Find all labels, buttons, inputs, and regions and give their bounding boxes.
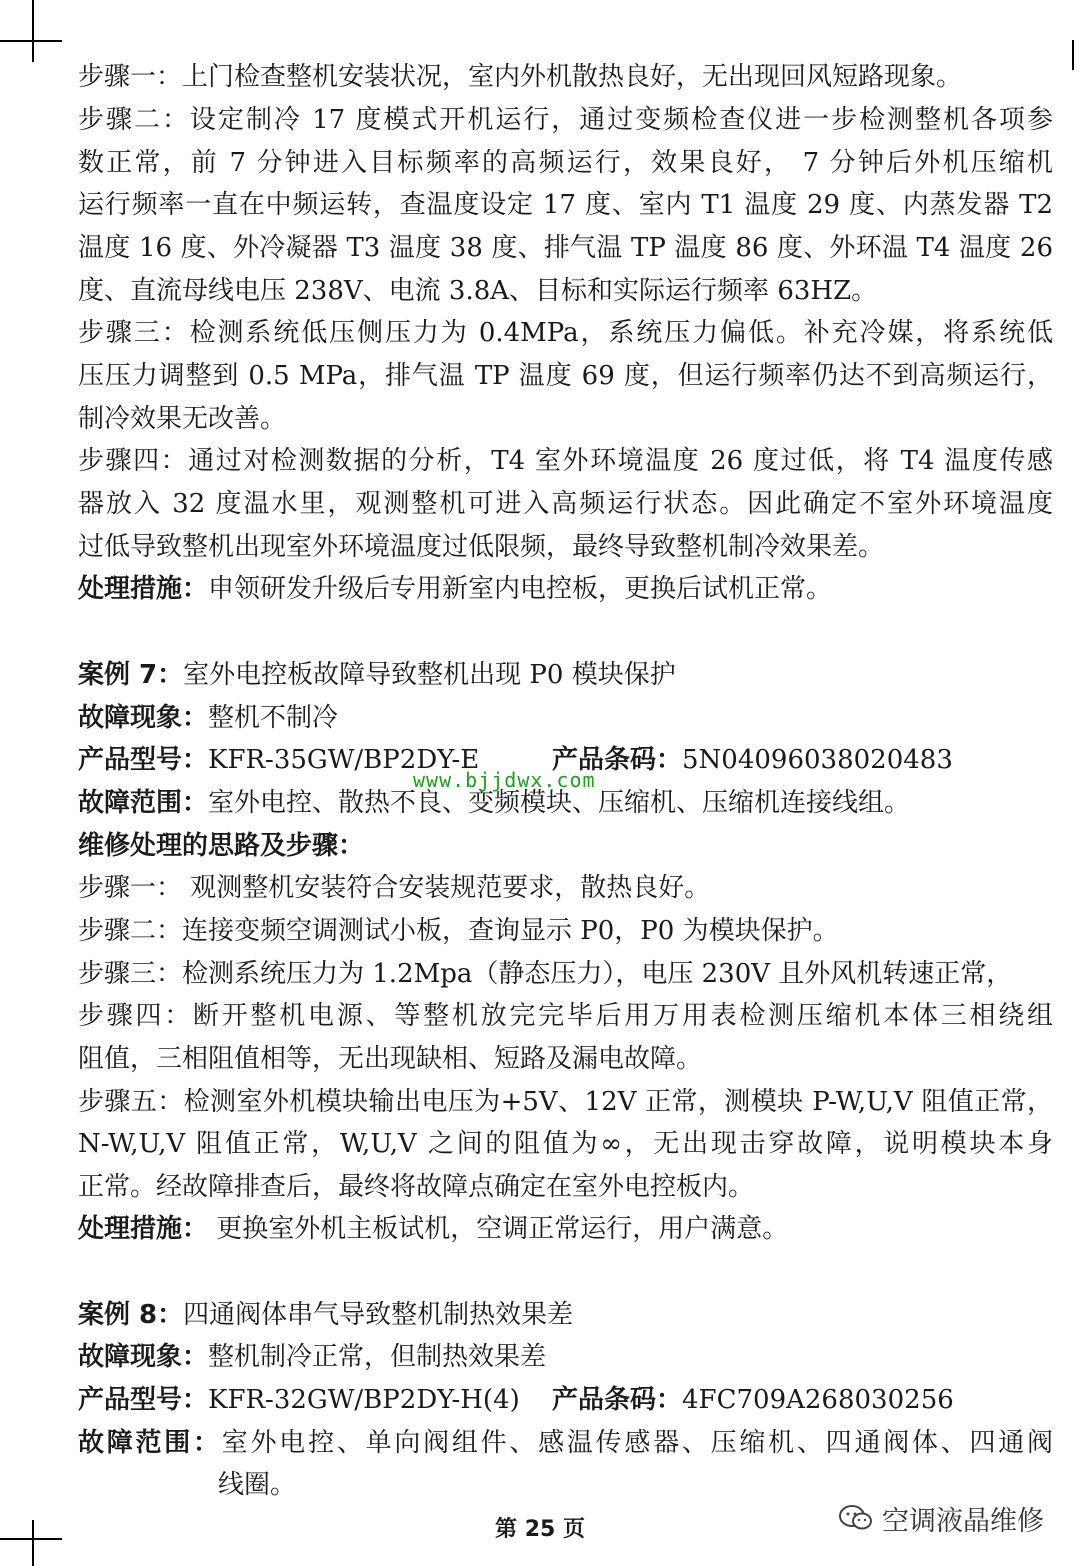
line-text: 温度 16 度、外冷凝器 T3 温度 38 度、排气温 TP 温度 86 度、外环温 T4 温度 26 xyxy=(78,233,1053,263)
line-text: KFR-32GW/BP2DY-H(4) xyxy=(208,1385,520,1415)
text-line xyxy=(78,572,1053,606)
text-line xyxy=(78,316,1053,350)
field-label: 处理措施： xyxy=(78,574,209,604)
crop-mark-top-left-h xyxy=(0,40,62,42)
chat-bubble-icon xyxy=(838,1503,874,1533)
line-text: 步骤三：检测系统压力为 1.2Mpa（静态压力），电压 230V 且外风机转速正常， xyxy=(78,959,1013,989)
text-line xyxy=(78,1212,1053,1246)
field-label: 故障现象： xyxy=(78,703,209,733)
text-line xyxy=(218,1468,1053,1502)
text-line xyxy=(78,274,1053,308)
line-text: 步骤四：通过对检测数据的分析，T4 室外环境温度 26 度过低，将 T4 温度传感 xyxy=(78,446,1053,476)
line-text: 压压力调整到 0.5 MPa，排气温 TP 温度 69 度，但运行频率仍达不到高频运行， xyxy=(78,361,1053,391)
text-line xyxy=(78,444,1053,478)
field-label: 案例 8： xyxy=(78,1300,184,1330)
text-line xyxy=(78,1170,1053,1204)
line-text: KFR-35GW/BP2DY-E xyxy=(208,745,480,775)
line-text: 步骤二：设定制冷 17 度模式开机运行，通过变频检查仪进一步检测整机各项参 xyxy=(78,105,1053,135)
field-label: 故障范围： xyxy=(78,1428,222,1458)
line-text: 步骤五：检测室外机模块输出电压为+5V、12V 正常，测模块 P-W,U,V 阻值正常， xyxy=(78,1087,1053,1117)
text-line xyxy=(78,701,1053,735)
line-text: 申领研发升级后专用新室内电控板，更换后试机正常。 xyxy=(208,574,833,604)
text-line xyxy=(78,1085,1053,1119)
line-text: 过低导致整机出现室外环境温度过低限频，最终导致整机制冷效果差。 xyxy=(78,532,885,562)
barcode-label: 产品条码： xyxy=(552,745,683,775)
text-line xyxy=(78,402,1053,436)
text-line xyxy=(78,914,1053,948)
barcode-value: 5N04096038020483 xyxy=(682,745,953,775)
line-text: 数正常，前 7 分钟进入目标频率的高频运行，效果良好， 7 分钟后外机压缩机 xyxy=(78,148,1053,178)
text-line xyxy=(78,487,1053,521)
crop-mark-top-right-v xyxy=(1072,40,1074,70)
field-label: 故障现象： xyxy=(78,1342,209,1372)
line-text: 室外电控板故障导致整机出现 P0 模块保护 xyxy=(183,660,676,690)
text-line xyxy=(78,1127,1053,1161)
text-line xyxy=(78,829,1053,863)
line-text: 线圈。 xyxy=(218,1470,297,1500)
line-text: 步骤二：连接变频空调测试小板，查询显示 P0，P0 为模块保护。 xyxy=(78,916,839,946)
line-text: 整机制冷正常，但制热效果差 xyxy=(208,1342,547,1372)
field-label: 产品型号： xyxy=(78,745,209,775)
text-line xyxy=(78,1042,1053,1076)
line-text: 步骤四：断开整机电源、等整机放完完毕后用万用表检测压缩机本体三相绕组 xyxy=(78,1001,1053,1031)
line-text: 正常。经故障排查后，最终将故障点确定在室外电控板内。 xyxy=(78,1172,755,1202)
barcode-label: 产品条码： xyxy=(552,1385,683,1415)
line-text: 四通阀体串气导致整机制热效果差 xyxy=(183,1300,574,1330)
text-line xyxy=(78,103,1053,137)
text-line xyxy=(78,1426,1053,1460)
line-text: 更换室外机主板试机，空调正常运行，用户满意。 xyxy=(208,1214,789,1244)
barcode-value: 4FC709A268030256 xyxy=(682,1385,954,1415)
line-text: 步骤一：上门检查整机安装状况，室内外机散热良好，无出现回风短路现象。 xyxy=(78,62,963,92)
line-text: 室外电控、单向阀组件、感温传感器、压缩机、四通阀体、四通阀 xyxy=(221,1428,1053,1458)
text-line xyxy=(78,146,1053,180)
line-text: 步骤一： 观测整机安装符合安装规范要求，散热良好。 xyxy=(78,873,711,903)
brand-label: 空调液晶维修 xyxy=(882,1505,1044,1537)
field-label: 产品型号： xyxy=(78,1385,209,1415)
line-text: 室外电控、散热不良、变频模块、压缩机、压缩机连接线组。 xyxy=(208,788,911,818)
text-line xyxy=(78,658,1053,692)
text-line xyxy=(78,1298,1053,1332)
line-text: 阻值，三相阻值相等，无出现缺相、短路及漏电故障。 xyxy=(78,1044,703,1074)
brand-watermark xyxy=(838,1500,1044,1536)
watermark: www.bjjdwx.com xyxy=(413,768,596,792)
text-line xyxy=(78,1340,1053,1374)
text-line xyxy=(78,359,1053,393)
page-number: 第 25 页 xyxy=(495,1517,585,1542)
product-barcode xyxy=(552,743,1052,777)
text-line xyxy=(78,188,1053,222)
text-line xyxy=(78,231,1053,265)
line-text: 运行频率一直在中频运转，查温度设定 17 度、室内 T1 温度 29 度、内蒸发器 T2 xyxy=(78,190,1053,220)
product-barcode xyxy=(552,1383,1052,1417)
text-line xyxy=(78,530,1053,564)
line-text: 度、直流母线电压 238V、电流 3.8A、目标和实际运行频率 63HZ。 xyxy=(78,276,878,306)
line-text: 制冷效果无改善。 xyxy=(78,404,287,434)
text-line xyxy=(78,871,1053,905)
text-line xyxy=(78,957,1053,991)
line-text: 器放入 32 度温水里，观测整机可进入高频运行状态。因此确定不室外环境温度 xyxy=(78,489,1053,519)
field-label: 处理措施： xyxy=(78,1214,209,1244)
field-label: 案例 7： xyxy=(78,660,184,690)
text-line xyxy=(78,999,1053,1033)
crop-mark-top-left-v xyxy=(32,0,34,62)
line-text: 整机不制冷 xyxy=(208,703,339,733)
field-label: 故障范围： xyxy=(78,788,209,818)
text-line xyxy=(78,60,1053,94)
line-text: 步骤三：检测系统低压侧压力为 0.4MPa，系统压力偏低。补充冷媒，将系统低 xyxy=(78,318,1053,348)
line-text: N-W,U,V 阻值正常，W,U,V 之间的阻值为∞，无出现击穿故障，说明模块本身 xyxy=(78,1129,1053,1159)
field-label: 维修处理的思路及步骤： xyxy=(78,831,365,861)
